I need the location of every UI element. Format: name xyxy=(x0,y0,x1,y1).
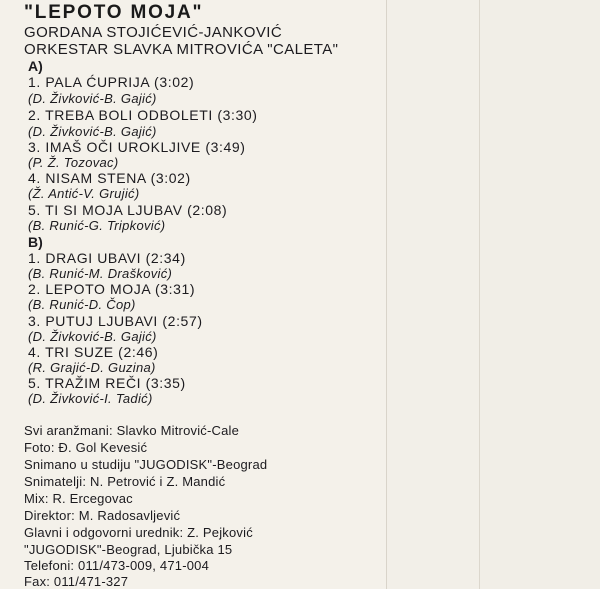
track-title: 1. DRAGI UBAVI (2:34) xyxy=(28,250,186,266)
credit-studio: Snimano u studiju "JUGODISK"-Beograd xyxy=(24,457,268,472)
track-credit: (B. Runić-D. Čop) xyxy=(28,297,136,312)
track-title: 4. NISAM STENA (3:02) xyxy=(28,170,191,186)
label-phones: Telefoni: 011/473-009, 471-004 xyxy=(24,558,210,573)
track-credit: (Ž. Antić-V. Grujić) xyxy=(28,186,140,201)
track-credit: (D. Živković-I. Tadić) xyxy=(28,391,153,406)
track-title: 5. TRAŽIM REČI (3:35) xyxy=(28,375,186,391)
track-credit: (B. Runić-G. Tripković) xyxy=(28,218,166,233)
track-title: 2. LEPOTO MOJA (3:31) xyxy=(28,281,196,297)
credit-photo: Foto: Đ. Gol Kevesić xyxy=(24,440,148,455)
track-title: 4. TRI SUZE (2:46) xyxy=(28,344,159,360)
track-title: 3. PUTUJ LJUBAVI (2:57) xyxy=(28,313,203,329)
track-title: 5. TI SI MOJA LJUBAV (2:08) xyxy=(28,202,228,218)
track-credit: (P. Ž. Tozovac) xyxy=(28,155,119,170)
track-credit: (R. Grajić-D. Guzina) xyxy=(28,360,156,375)
track-title: 1. PALA ĆUPRIJA (3:02) xyxy=(28,74,195,90)
track-title: 2. TREBA BOLI ODBOLETI (3:30) xyxy=(28,107,258,123)
track-credit: (D. Živković-B. Gajić) xyxy=(28,124,157,139)
credit-mix: Mix: R. Ercegovac xyxy=(24,491,133,506)
artist-name: GORDANA STOJIĆEVIĆ-JANKOVIĆ xyxy=(24,24,283,41)
side-a-label: A) xyxy=(28,58,43,74)
side-b-label: B) xyxy=(28,234,43,250)
track-credit: (D. Živković-B. Gajić) xyxy=(28,91,157,106)
label-fax: Fax: 011/471-327 xyxy=(24,574,129,589)
orchestra-name: ORKESTAR SLAVKA MITROVIĆA "CALETA" xyxy=(24,41,339,58)
credit-editor: Glavni i odgovorni urednik: Z. Pejković xyxy=(24,525,253,540)
credit-director: Direktor: M. Radosavljević xyxy=(24,508,181,523)
track-credit: (D. Živković-B. Gajić) xyxy=(28,329,157,344)
credit-engineers: Snimatelji: N. Petrović i Z. Mandić xyxy=(24,474,226,489)
label-address: "JUGODISK"-Beograd, Ljubička 15 xyxy=(24,542,233,557)
credit-arrangements: Svi aranžmani: Slavko Mitrović-Cale xyxy=(24,423,240,438)
inlay-spine-panel xyxy=(386,0,480,589)
album-title: "LEPOTO MOJA" xyxy=(24,2,204,23)
track-title: 3. IMAŠ OČI UROKLJIVE (3:49) xyxy=(28,139,246,155)
inlay-flap-panel xyxy=(479,0,600,589)
track-credit: (B. Runić-M. Drašković) xyxy=(28,266,173,281)
